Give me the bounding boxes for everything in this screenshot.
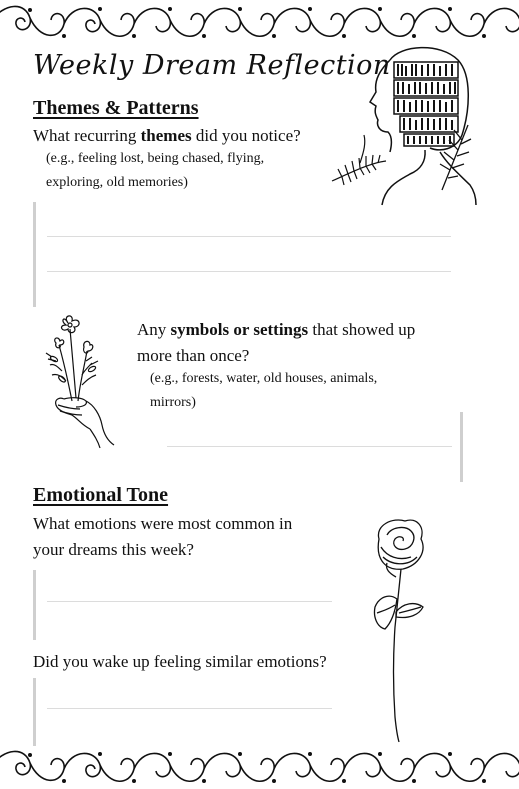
section-heading-emotional: Emotional Tone (33, 484, 169, 506)
symbols-question-prefix: Any (137, 320, 171, 339)
symbols-example-line2: mirrors) (150, 395, 196, 410)
wake-answer-line[interactable] (47, 708, 332, 709)
themes-question-bold: themes (140, 126, 192, 145)
emotions-question-line1: What emotions were most common in (33, 514, 293, 533)
fern-icon (330, 133, 390, 188)
symbols-question-suffix: that showed up (308, 320, 416, 339)
themes-question-prefix: What recurring (33, 126, 141, 145)
symbols-question-line2: more than once? (137, 346, 250, 365)
emotions-answer-line[interactable] (47, 601, 332, 602)
ornamental-border-bottom (0, 745, 519, 789)
themes-question (33, 123, 301, 149)
themes-answer-line-1[interactable] (47, 236, 451, 237)
symbols-answer-bar (460, 412, 463, 482)
symbols-example-line1: (e.g., forests, water, old houses, animals, (150, 371, 378, 386)
themes-answer-line-2[interactable] (47, 271, 451, 272)
themes-example-line2: exploring, old memories) (46, 175, 188, 190)
rose-icon (365, 517, 450, 742)
themes-question-suffix: did you notice? (191, 126, 301, 145)
wake-answer-bar (33, 678, 36, 746)
symbols-question (137, 317, 415, 343)
section-heading-themes: Themes & Patterns (33, 97, 199, 119)
hand-bouquet-icon (42, 313, 122, 448)
symbols-question-bold: symbols or settings (170, 320, 309, 339)
page-title: Weekly Dream Reflection (33, 50, 391, 81)
emotions-question-line2: your dreams this week? (33, 540, 194, 559)
symbols-answer-line[interactable] (167, 446, 452, 447)
themes-answer-bar (33, 202, 36, 307)
ornamental-border-top (0, 0, 519, 44)
themes-example-line1: (e.g., feeling lost, being chased, flying, (46, 151, 265, 166)
emotions-answer-bar (33, 570, 36, 640)
wake-emotions-question: Did you wake up feeling similar emotions? (33, 652, 327, 671)
